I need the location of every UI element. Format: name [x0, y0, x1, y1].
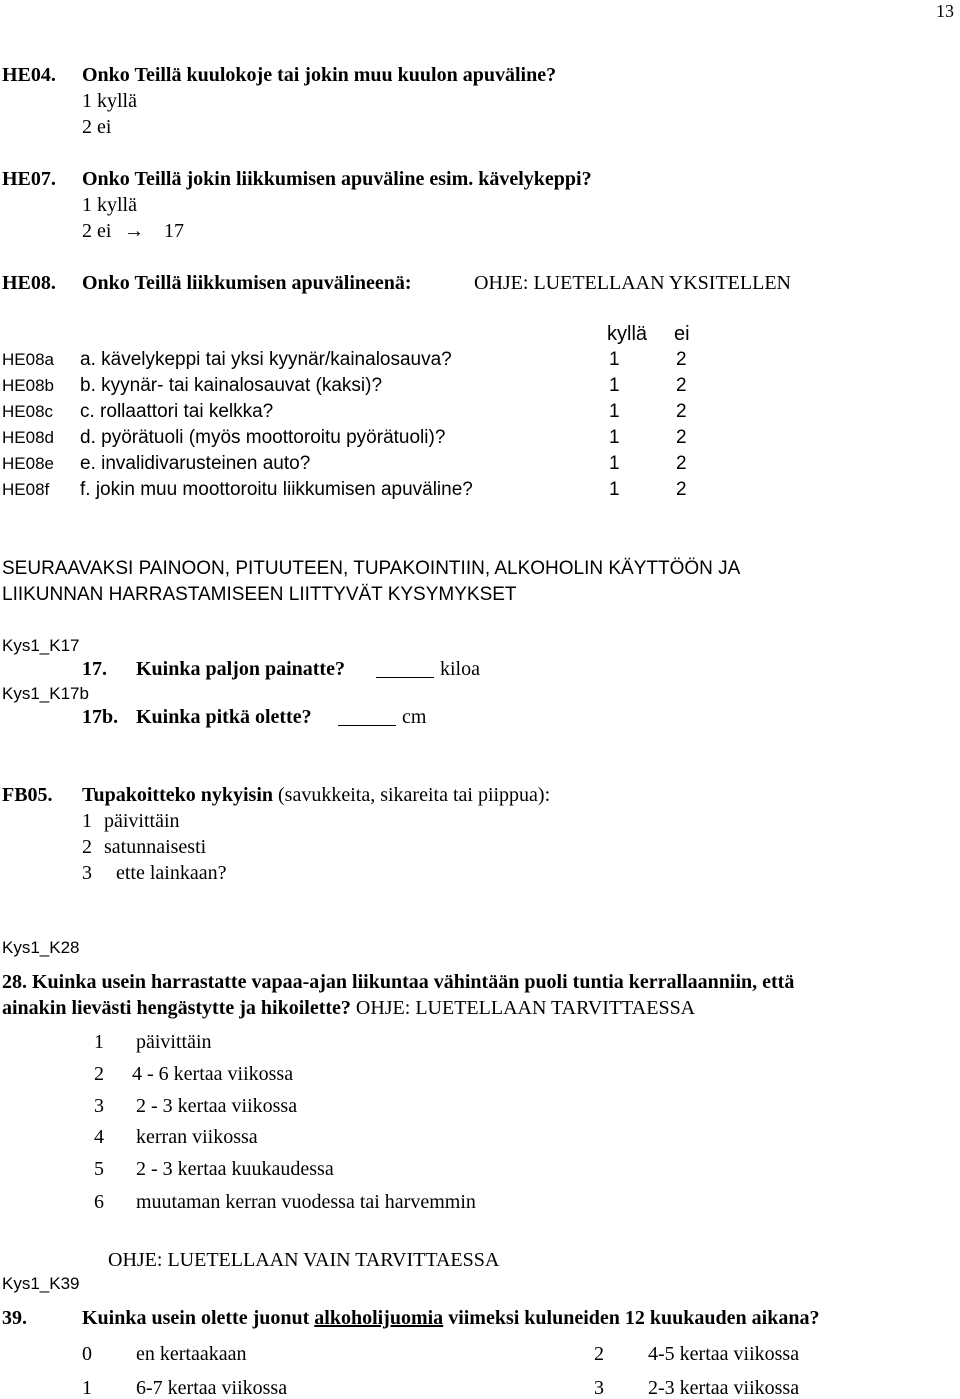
option-text: kerran viikossa [136, 1126, 258, 1148]
unit-label: cm [402, 706, 427, 728]
option-text: 2 - 3 kertaa viikossa [136, 1095, 298, 1117]
row-code: HE08f [2, 480, 50, 499]
instruction: OHJE: LUETELLAAN TARVITTAESSA [355, 997, 696, 1019]
question-text [82, 1308, 819, 1328]
question-text [82, 785, 550, 805]
column-header-yes: kyllä [607, 323, 648, 345]
question-text-part: Kuinka usein olette juonut [82, 1307, 310, 1329]
option-text: en kertaakaan [136, 1343, 247, 1365]
question-number: 17. [82, 658, 107, 680]
option-number: 1 [94, 1031, 104, 1053]
variable-label: Kys1_K28 [2, 938, 80, 957]
instruction: OHJE: LUETELLAAN VAIN TARVITTAESSA [108, 1249, 500, 1271]
question-text-line2: ainakin lievästi hengästytte ja hikoilette? [2, 997, 351, 1019]
option-no: 2 ei [82, 116, 112, 138]
question-text: Kuinka paljon painatte? [136, 658, 345, 680]
row-yes-code: 1 [609, 453, 620, 474]
question-code: HE07. [2, 168, 56, 190]
row-code: HE08b [2, 376, 54, 395]
option-number: 3 [594, 1377, 604, 1399]
option-number: 3 [94, 1095, 104, 1117]
question-text: Onko Teillä liikkumisen apuvälineenä: [82, 272, 412, 294]
skip-target: 17 [164, 220, 184, 242]
question-text: Onko Teillä jokin liikkumisen apuväline esim. kävelykeppi? [82, 168, 592, 190]
question-text: Onko Teillä kuulokoje tai jokin muu kuulon apuväline? [82, 64, 557, 86]
weight-answer-blank[interactable] [376, 659, 434, 682]
question-text-bold: Tupakoitteko nykyisin [82, 784, 274, 806]
row-no-code: 2 [676, 427, 687, 448]
row-code: HE08e [2, 454, 54, 473]
option-text: päivittäin [136, 1031, 212, 1053]
question-number: 17b. [82, 706, 119, 728]
option-text: 2-3 kertaa viikossa [648, 1377, 800, 1399]
option-number: 4 [94, 1126, 104, 1148]
row-code: HE08d [2, 428, 54, 447]
section-heading-line: LIIKUNNAN HARRASTAMISEEN LIITTYVÄT KYSYMYKSET [2, 584, 517, 605]
question-text-part: viimeksi kuluneiden 12 kuukauden aikana? [448, 1307, 820, 1329]
row-yes-code: 1 [609, 479, 620, 500]
row-no-code: 2 [676, 349, 687, 370]
row-yes-code: 1 [609, 349, 620, 370]
row-no-code: 2 [676, 479, 687, 500]
option-number: 1 [82, 1377, 92, 1399]
skip-arrow-icon: → [124, 220, 144, 242]
row-text: c. rollaattori tai kelkka? [80, 401, 274, 422]
row-code: HE08c [2, 402, 54, 421]
row-text: f. jokin muu moottoroitu liikkumisen apuväline? [80, 479, 473, 500]
option-no: 2 ei [82, 220, 112, 242]
row-text: e. invalidivarusteinen auto? [80, 453, 311, 474]
row-no-code: 2 [676, 375, 687, 396]
option-number: 3 [82, 862, 92, 884]
option-number: 2 [94, 1063, 104, 1085]
option-text: muutaman kerran vuodessa tai harvemmin [136, 1191, 476, 1213]
option-yes: 1 kyllä [82, 90, 137, 112]
option-text: 6-7 kertaa viikossa [136, 1377, 288, 1399]
question-code: HE04. [2, 64, 56, 86]
option-number: 0 [82, 1343, 92, 1365]
option-text: päivittäin [104, 810, 180, 832]
question-code: HE08. [2, 272, 56, 294]
question-text-rest: (savukkeita, sikareita tai piippua): [278, 784, 551, 806]
page-number: 13 [936, 1, 954, 21]
option-number: 6 [94, 1191, 104, 1213]
section-heading-line: SEURAAVAKSI PAINOON, PITUUTEEN, TUPAKOINTIIN, ALKOHOLIN KÄYTTÖÖN JA [2, 558, 741, 579]
row-yes-code: 1 [609, 427, 620, 448]
question-text: Kuinka pitkä olette? [136, 706, 312, 728]
question-text-line1: Kuinka usein harrastatte vapaa-ajan liikuntaa vähintään puoli tuntia kerrallaanniin, että [32, 971, 795, 993]
instruction: OHJE: LUETELLAAN YKSITELLEN [474, 272, 791, 294]
unit-label: kiloa [440, 658, 480, 680]
row-code: HE08a [2, 350, 54, 369]
question-line [2, 998, 695, 1018]
row-yes-code: 1 [609, 375, 620, 396]
row-no-code: 2 [676, 453, 687, 474]
question-line [2, 972, 958, 992]
option-number: 1 [82, 810, 92, 832]
option-text: 4 - 6 kertaa viikossa [132, 1063, 294, 1085]
variable-label: Kys1_K17b [2, 684, 89, 703]
row-text: d. pyörätuoli (myös moottoroitu pyörätuoli)? [80, 427, 446, 448]
question-number: 28. [2, 971, 27, 993]
row-yes-code: 1 [609, 401, 620, 422]
row-no-code: 2 [676, 401, 687, 422]
row-text: b. kyynär- tai kainalosauvat (kaksi)? [80, 375, 383, 396]
question-code: FB05. [2, 784, 53, 806]
column-header-no: ei [674, 323, 690, 345]
option-text: satunnaisesti [104, 836, 207, 858]
option-text: ette lainkaan? [116, 862, 227, 884]
variable-label: Kys1_K39 [2, 1274, 80, 1293]
height-answer-blank[interactable] [338, 707, 396, 730]
option-number: 5 [94, 1158, 104, 1180]
row-text: a. kävelykeppi tai yksi kyynär/kainalosauva? [80, 349, 452, 370]
option-number: 2 [82, 836, 92, 858]
option-text: 2 - 3 kertaa kuukaudessa [136, 1158, 334, 1180]
question-text-underlined: alkoholijuomia [314, 1307, 444, 1329]
option-number: 2 [594, 1343, 604, 1365]
option-text: 4-5 kertaa viikossa [648, 1343, 800, 1365]
variable-label: Kys1_K17 [2, 636, 80, 655]
option-yes: 1 kyllä [82, 194, 137, 216]
question-number: 39. [2, 1307, 27, 1329]
